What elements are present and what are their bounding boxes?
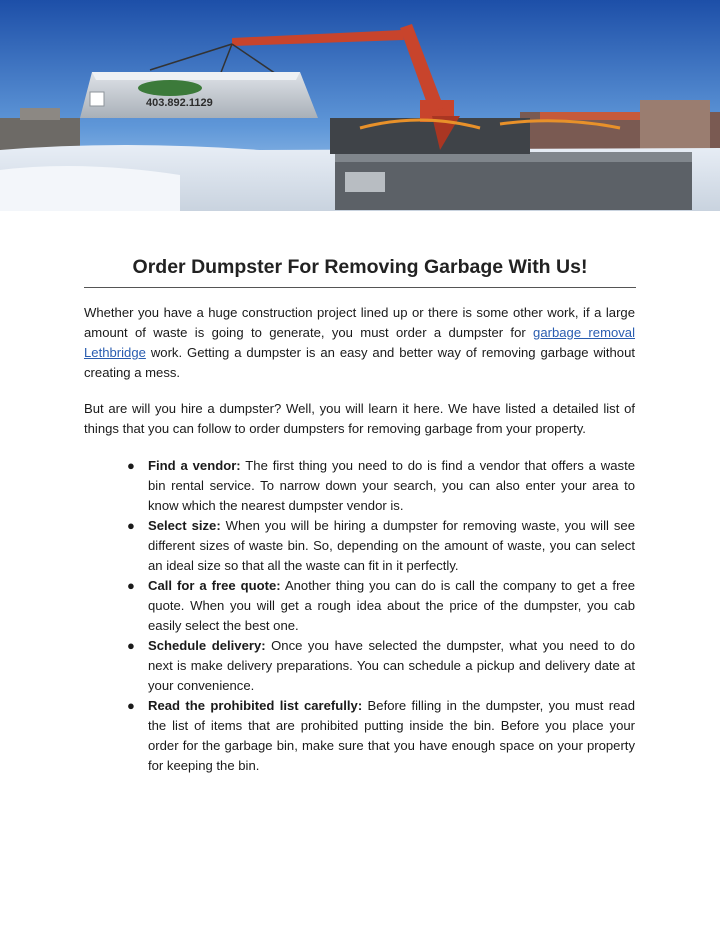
document-title: Order Dumpster For Removing Garbage With Us! [132, 256, 588, 278]
list-item [127, 636, 635, 696]
step-heading: Find a vendor: [148, 458, 241, 473]
step-heading: Select size: [148, 518, 221, 533]
step-text: Once you have selected the dumpster, what you need to do next is make delivery preparations. You can schedule a pickup and delivery date at your convenience. [148, 638, 635, 693]
hero-illustration [0, 0, 720, 211]
intro-text-end: work. Getting a dumpster is an easy and better way of removing garbage without creating a mess. [84, 345, 635, 380]
step-text: Before filling in the dumpster, you must read the list of items that are prohibited putting inside the bin. Before you place your order for the garbage bin, make sure that you have enough space on your property for keeping the bin. [148, 698, 635, 773]
step-text: When you will be hiring a dumpster for removing waste, you will see different sizes of waste bin. So, depending on the amount of waste, you can select an ideal size so that all the waste can fit in it perfectly. [148, 518, 635, 573]
steps-list [127, 456, 635, 776]
bullet-icon: ● [127, 578, 135, 593]
step-heading: Call for a free quote: [148, 578, 281, 593]
bin-phone-number: 403.892.1129 [146, 97, 213, 109]
company-logo [138, 80, 202, 96]
step-text: Another thing you can do is call the company to get a free quote. When you will get a rough idea about the price of the dumpster, you cab easily select the best one. [148, 578, 635, 633]
license-plate-shape [345, 172, 385, 192]
step-heading: Schedule delivery: [148, 638, 266, 653]
bullet-icon: ● [127, 638, 135, 653]
list-item [127, 456, 635, 516]
bullet-icon: ● [127, 518, 135, 533]
step-text: The first thing you need to do is find a vendor that offers a waste bin rental service. To narrow down your search, you can also enter your area to know which the nearest dumpster vendor is. [148, 458, 635, 513]
title-divider [84, 287, 636, 288]
list-item [127, 516, 635, 576]
bullet-icon: ● [127, 698, 135, 713]
step-heading: Read the prohibited list carefully: [148, 698, 363, 713]
garbage-removal-link[interactable]: garbage removal Lethbridge [84, 325, 636, 360]
intro-paragraph [84, 303, 635, 383]
hero-photo [0, 0, 720, 211]
bullet-icon: ● [127, 458, 135, 473]
intro-text-start: Whether you have a huge construction project lined up or there is some other work, if a large amount of waste is going to generate, you must order a dumpster for [84, 305, 635, 340]
list-item [127, 696, 635, 776]
list-item [127, 576, 635, 636]
second-paragraph: But are will you hire a dumpster? Well, you will learn it here. We have listed a detailed list of things that you can follow to order dumpsters for removing garbage from your property. [84, 401, 635, 436]
